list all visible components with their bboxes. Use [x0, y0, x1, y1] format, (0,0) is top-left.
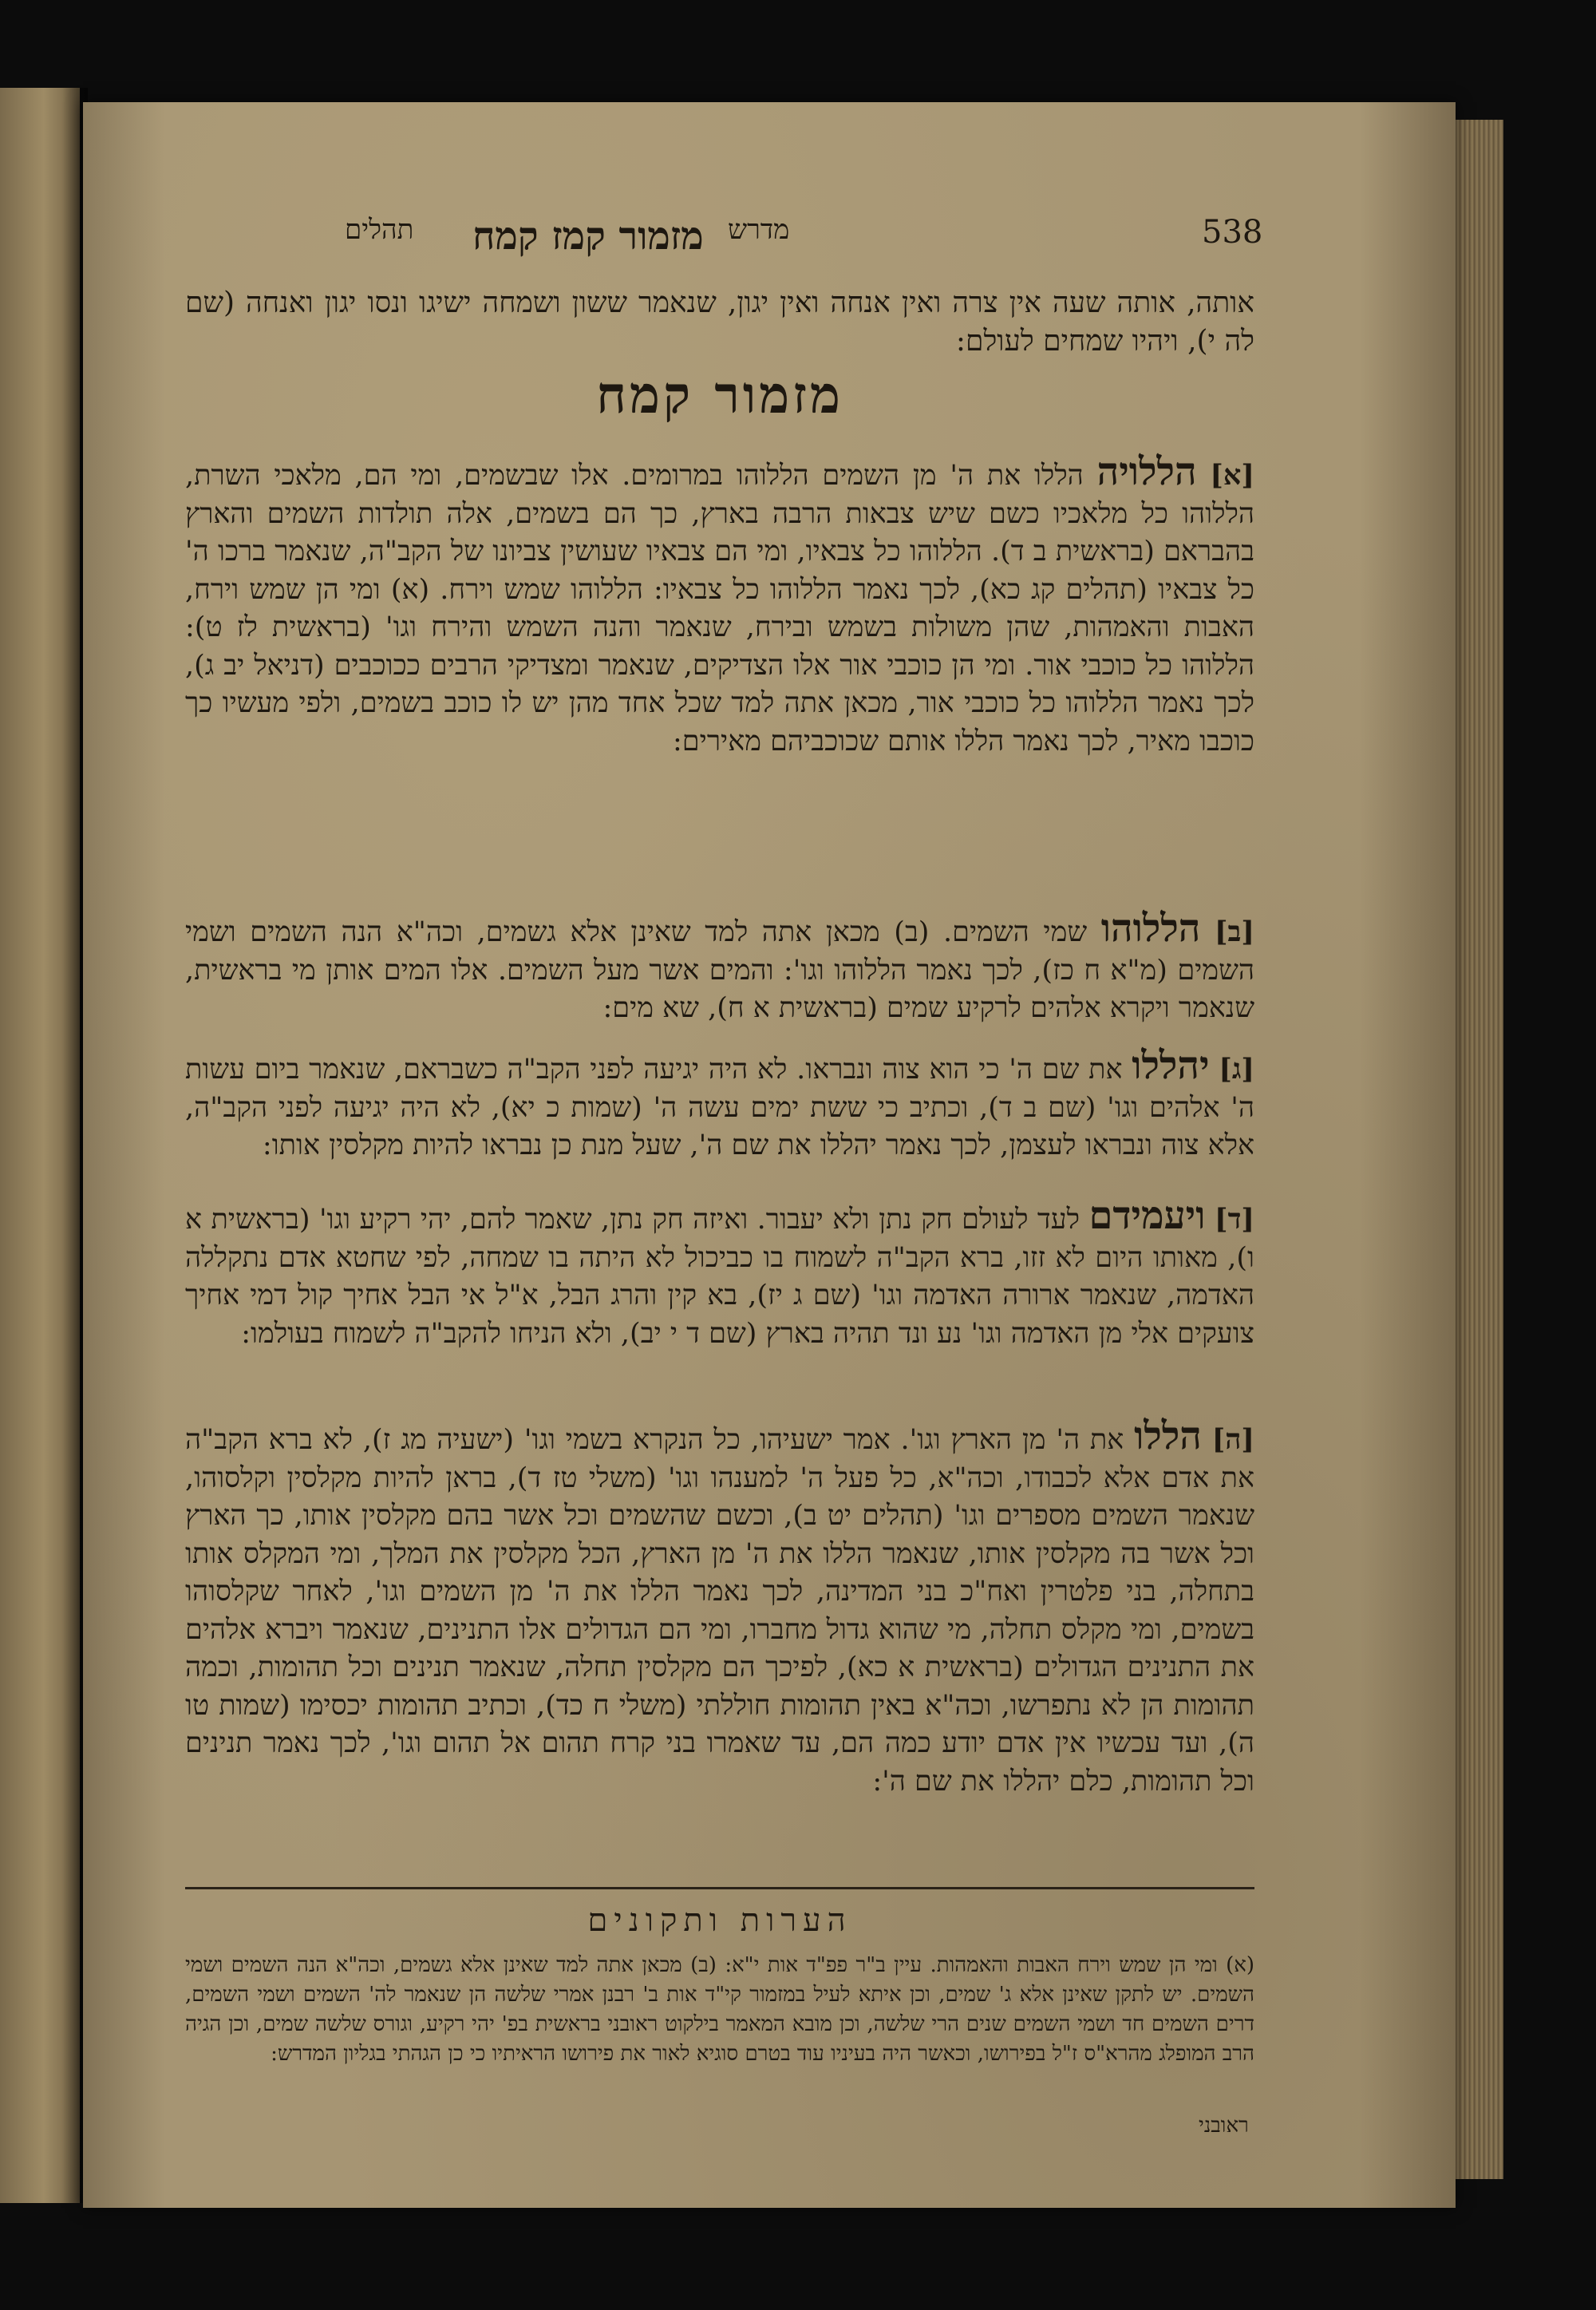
- page-content: [185, 102, 1263, 2208]
- paragraph-text: שמי השמים. (ב) מכאן אתה למד שאינן אלא גשמים, וכה"א הנה השמים ושמי השמים (מ"א ח כז), לכך נאמר הללוהו וגו': והמים אשר מעל השמים. אלו המים אותן מי בראשית, שנאמר ויקרא אלהים לרקיע שמים (בראשית א ח), שא מים:: [185, 916, 1254, 1024]
- paragraph-5: [185, 1414, 1254, 1801]
- paragraph-marker: [ה]: [1211, 1423, 1254, 1456]
- footnote-divider: [185, 1887, 1254, 1889]
- paragraph-marker: [ד]: [1215, 1203, 1254, 1236]
- page-number: 538: [1202, 214, 1263, 251]
- notes-text: (א) ומי הן שמש וירח האבות והאמהות. עיין ב"ר פפ"ד אות י"א: (ב) מכאן אתה למד שאינן אלא גשמים, וכה"א הנה השמים ושמי השמים. יש לתקן שאינן אלא ג' שמים, וכן איתא לעיל במזמור קי"ד אות ב' רבנן אמרי שלשה הן שנאמר לה' השמים ושמי השמים, דרים השמים חד ושמי השמים שנים הרי שלשה, וכן מובא המאמר בילקוט ראובני בראשית בפ' יהי רקיע, וגורס שלשה שמים, וכן הגיה הרב המופלג מהרא"ס ז"ל בפירושו, וכאשר היה בעיניו עוד בטרם סוגיא לאור את פירושו הראיתיו כי כן הגהתי בגליון המדרש:: [185, 1953, 1254, 2066]
- header-title: מזמור קמז קמח: [472, 214, 704, 259]
- paragraph-text: לעד לעולם חק נתן ולא יעבור. ואיזה חק נתן, שאמר להם, יהי רקיע וגו' (בראשית א ו), מאותו היום לא זזו, ברא הקב"ה לשמוח בו כביכול לא היתה בו שמחה, לפי שחטא אדם נתקללה האדמה, שנאמר ארורה האדמה וגו' (שם ג יז), בא קין והרג הבל, א"ל אי הבל אחיך קול דמי אחיך צועקים אלי מן האדמה וגו' נע ונד תהיה בארץ (שם ד י יב), ולא הניחו להקב"ה לשמוח בעולמו:: [185, 1204, 1254, 1350]
- paragraph-marker: [ב]: [1214, 916, 1254, 948]
- lead-word: הללוהו: [1100, 906, 1201, 951]
- notes-title: הערות ותקונים: [587, 1902, 852, 1939]
- paragraph-text: את שם ה' כי הוא צוה ונבראו. לא היה יגיעה לפני הקב"ה כשבראם, שנאמר ביום עשות ה' אלהים וגו' (שם ב ד), וכתיב כי ששת ימים עשה ה' (שמות כ יא), לא היה יגיעה לפני הקב"ה, אלא צוה ונבראו לעצמן, לכך נאמר יהללו את שם ה', שעל מנת כן נבראו להיות מקלסין אותו:: [185, 1054, 1254, 1161]
- header-tehillim: תהלים: [345, 214, 414, 246]
- page-edges: [1456, 120, 1503, 2179]
- running-header: [185, 214, 1263, 270]
- catchword: ראובני: [1199, 2114, 1249, 2138]
- paragraph-1: [185, 449, 1254, 761]
- paragraph-4: [185, 1193, 1254, 1353]
- lead-word: הללו: [1134, 1414, 1202, 1458]
- paragraph-3: [185, 1043, 1254, 1165]
- psalm-title: מזמור קמח: [596, 366, 843, 425]
- previous-psalm-ending: אותה, אותה שעה אין צרה ואין אנחה ואין יגון, שנאמר ששון ושמחה ישיגו ונסו יגון ואנחה (שם לה י), ויהיו שמחים לעולם:: [185, 287, 1254, 358]
- header-midrash: מדרש: [728, 214, 790, 246]
- lead-word: ויעמידם: [1088, 1193, 1206, 1238]
- lead-word: הללויה: [1096, 449, 1197, 494]
- paragraph-2: [185, 906, 1254, 1028]
- lead-word: יהללו: [1132, 1043, 1210, 1088]
- book-page: [83, 102, 1456, 2208]
- paragraph-marker: [ג]: [1219, 1053, 1254, 1086]
- paragraph-marker: [א]: [1210, 459, 1254, 492]
- paragraph-text: את ה' מן הארץ וגו'. אמר ישעיהו, כל הנקרא בשמי וגו' (ישעיה מג ז), לא ברא הקב"ה את אדם אלא לכבודו, וכה"א, כל פעל ה' למענהו וגו' (משלי טז ד), בראן להיות מקלסין וקלסוהו, שנאמר השמים מספרים וגו' (תהלים יט ב), וכשם שהשמים וכל אשר בהם מקלסין אותו, כך הארץ וכל אשר בה מקלסין אותו, שנאמר הללו את ה' מן הארץ, הכל מקלסין את המלך, ומי המקלס אותו בתחלה, בני פלטרין ואח"כ בני המדינה, לכך נאמר הללו את ה' מן השמים וגו', לאחר שקלסוהו בשמים, ומי מקלס תחלה, מי שהוא גדול מחברו, ומי הם הגדולים אלו התנינים, שנאמר ויברא אלהים את התנינים הגדולים (בראשית א כא), לפיכך הם מקלסין תחלה, שנאמר תנינים וכל תהומות, וכמה תהומות הן לא נתפרשו, וכה"א באין תהומות חוללתי (משלי ח כד), וכתיב תהומות יכסימו (שמות טו ה), ועד עכשיו אין אדם יודע כמה הם, עד שאמרו בני קרח תהום אל תהום וגו', לכך נאמר תנינים וכל תהומות, כלם יהללו את שם ה':: [185, 1424, 1254, 1798]
- paragraph-text: הללו את ה' מן השמים הללוהו במרומים. אלו שבשמים, ומי הם, מלאכי השרת, הללוהו כל מלאכיו כשם שיש צבאות הרבה בארץ, כך הם בשמים, אלה תולדות השמים והארץ בהבראם (בראשית ב ד). הללוהו כל צבאיו, ומי הם צבאיו שעושין צביונו של הקב"ה, שנאמר ברכו ה' כל צבאיו (תהלים קג כא), לכך נאמר הללוהו כל צבאיו: הללוהו שמש וירח. (א) ומי הן שמש וירח, האבות והאמהות, שהן משולות בשמש ובירח, שנאמר והנה השמש והירח וגו' (בראשית לז ט): הללוהו כל כוכבי אור. ומי הן כוכבי אור אלו הצדיקים, שנאמר ומצדיקי הרבים ככוכבים (דניאל יב ג), לכך נאמר הללוהו כל כוכבי אור, מכאן אתה למד שכל אחד מהן יש לו כוכב בשמים, ולפי מעשיו כך כוכבו מאיר, לכך נאמר הללו אותם שכוכביהם מאירים:: [185, 460, 1254, 757]
